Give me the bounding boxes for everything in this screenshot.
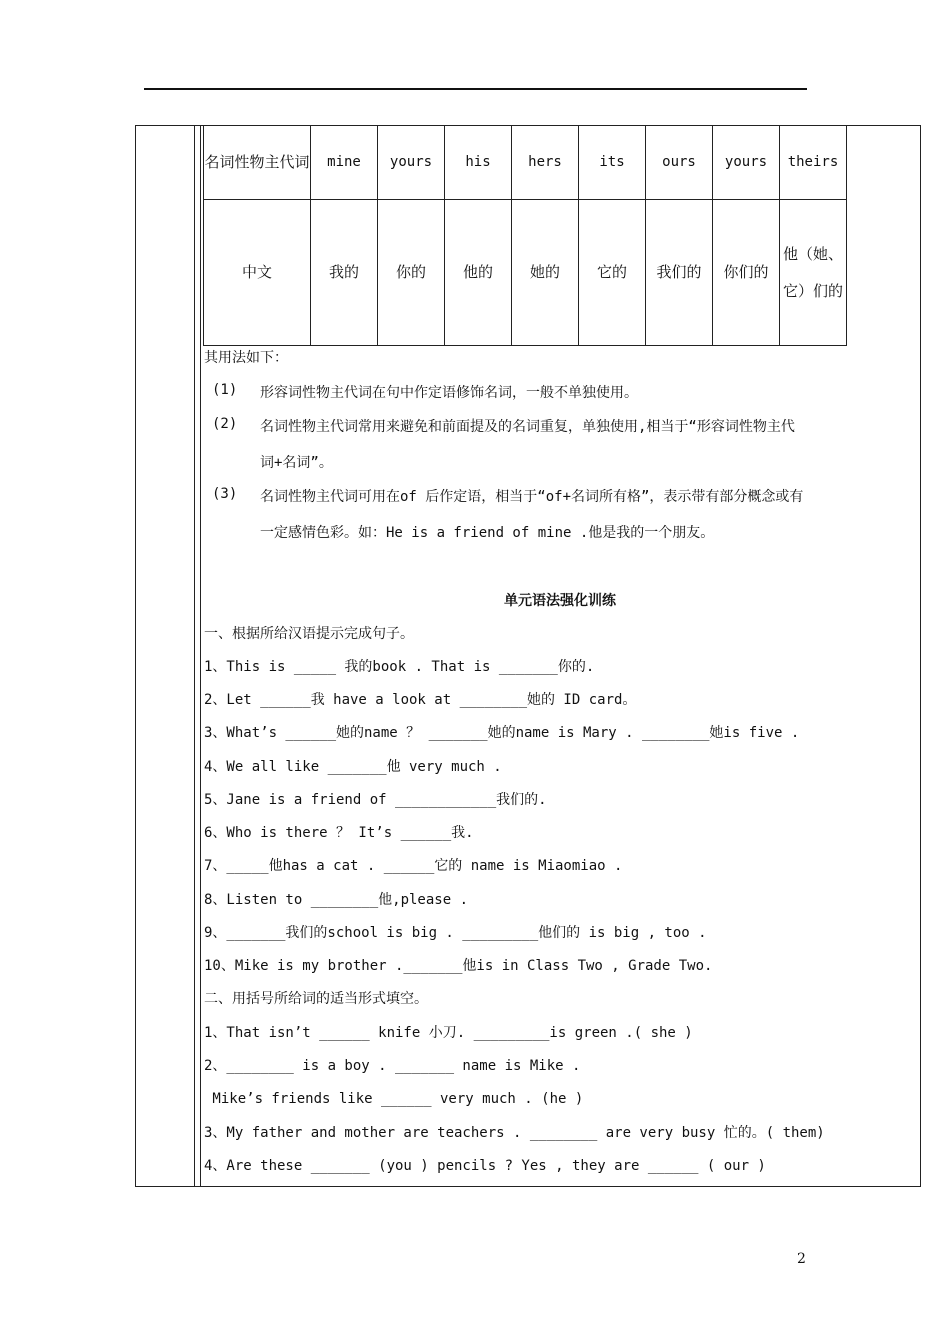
exercise-item: 1、That isn’t ______ knife 小刀. _________is green .( she ) [204,1025,693,1041]
exercise-item: 3、What’s ______她的name ？ _______她的name is Mary . ________她is five . [204,725,800,741]
column-divider [194,126,195,1186]
exercise-item: 6、Who is there ？ It’s ______我. [204,825,474,841]
form-cell: ours [646,126,713,200]
column-divider [200,126,201,1186]
meaning-cell: 我的 [311,200,378,346]
section-heading: 二、用括号所给词的适当形式填空。 [204,991,428,1007]
usage-text: 形容词性物主代词在句中作定语修饰名词，一般不单独使用。 [260,385,638,401]
exercise-item: 2、________ is a boy . _______ name is Mike . [204,1058,581,1074]
usage-number: (3) [212,486,238,502]
form-cell: hers [512,126,579,200]
form-cell: theirs [780,126,847,200]
header-label-cell: 名词性物主代词 [204,126,311,200]
meaning-cell: 你们的 [713,200,780,346]
exercise-item: 4、Are these _______ (you ) pencils ? Yes , they are ______ ( our ) [204,1158,766,1174]
usage-text: 一定感情色彩。如：He is a friend of mine .他是我的一个朋友。 [260,525,715,541]
meaning-cell: 他的 [445,200,512,346]
form-cell: mine [311,126,378,200]
usage-text: 名词性物主代词可用在of 后作定语，相当于“of+名词所有格”，表示带有部分概念或有 [260,489,804,505]
meaning-cell: 她的 [512,200,579,346]
meaning-cell: 你的 [378,200,445,346]
exercise-item: 10、Mike is my brother ._______他is in Class Two , Grade Two. [204,958,713,974]
usage-number: (2) [212,416,238,432]
section-heading: 一、根据所给汉语提示完成句子。 [204,626,414,642]
meaning-cell: 他（她、它）们的 [780,200,847,346]
form-cell: his [445,126,512,200]
form-cell: yours [713,126,780,200]
page-number: 2 [797,1251,806,1267]
exercise-item: 9、_______我们的school is big . _________他们的 is big , too . [204,925,707,941]
usage-number: (1) [212,382,238,398]
possessive-pronoun-table [203,125,847,346]
usage-text: 名词性物主代词常用来避免和前面提及的名词重复，单独使用,相当于“形容词性物主代 [260,419,795,435]
exercise-title: 单元语法强化训练 [504,593,616,609]
usage-intro: 其用法如下： [204,350,288,366]
meaning-label-cell: 中文 [204,200,311,346]
usage-text: 词+名词”。 [260,455,333,471]
exercise-item: 7、_____他has a cat . ______它的 name is Miaomiao . [204,858,623,874]
header-rule [144,88,807,90]
exercise-item: 1、This is _____ 我的book . That is _______你的. [204,659,595,675]
exercise-item: Mike’s friends like ______ very much . (he ) [204,1091,584,1107]
exercise-item: 3、My father and mother are teachers . ________ are very busy 忙的。( them) [204,1125,825,1141]
exercise-item: 2、Let ______我 have a look at ________她的 ID card。 [204,692,637,708]
exercise-item: 4、We all like _______他 very much . [204,759,502,775]
meaning-cell: 我们的 [646,200,713,346]
exercise-item: 5、Jane is a friend of ____________我们的. [204,792,547,808]
form-cell: its [579,126,646,200]
meaning-cell: 它的 [579,200,646,346]
exercise-item: 8、Listen to ________他,please . [204,892,469,908]
form-cell: yours [378,126,445,200]
